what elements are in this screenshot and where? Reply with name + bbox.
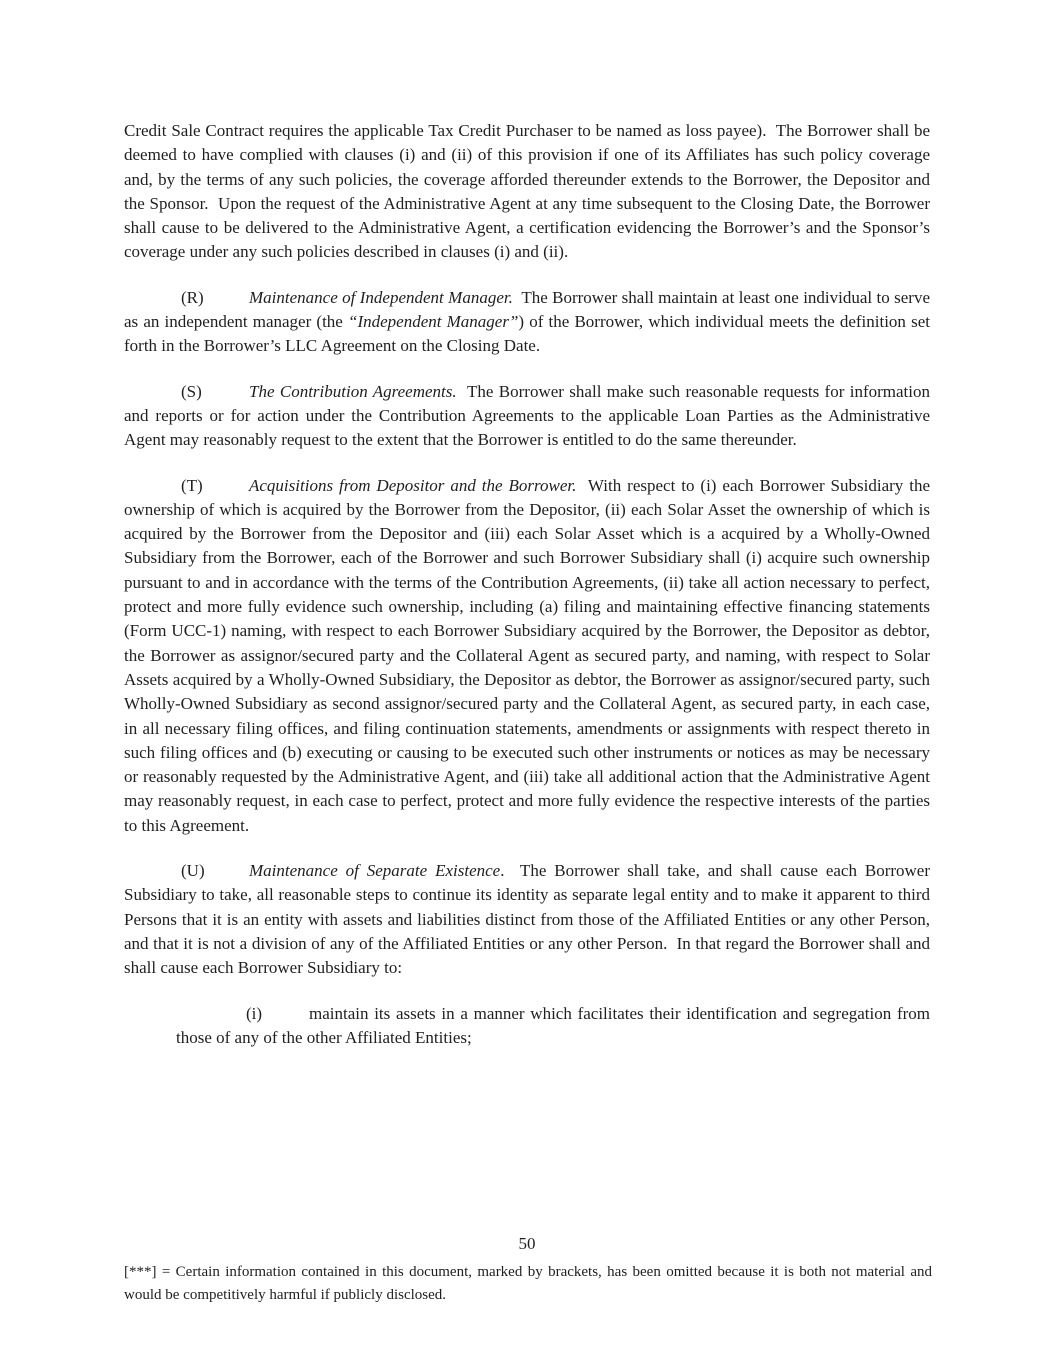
- clause-text-t-1: With respect to (i) each Borrower Subsidiary the ownership of which is acquired by the Borrower from the Depositor, (ii) each Solar Asset the ownership of which is acquired by the Borrower from the Depositor and (iii) each Solar Asset which is a acquired by a Wholly-Owned Subsidiary from the Borrower, each of the Borrower and such Borrower Subsidiary shall (i) acquire such ownership pursuant to and in accordance with the terms of the Contribution Agreements, (ii) take all action necessary to perfect, protect and more fully evidence such ownership, including (a) filing and maintaining effective financing statements (Form UCC-1) naming, with respect to each Borrower Subsidiary acquired by the Borrower, the Depositor as debtor, the Borrower as assignor/secured party and the Collateral Agent as secured party, and naming, with respect to Solar Assets acquired by a Wholly-Owned Subsidiary, the Depositor as debtor, the Borrower as assignor/secured party, such Wholly-Owned Subsidiary as second assignor/secured party and the Collateral Agent, as secured party, in each case, in all necessary filing offices, and filing continuation statements, amendments or assignments with respect thereto in such filing offices and (b) executing or causing to be executed such other instruments or notices as may be necessary or reasonably requested by the Administrative Agent, and (iii) take all additional action that the Administrative Agent may reasonably request, in each case to perfect, protect and more fully evidence the respective interests of the parties to this Agreement.: [124, 475, 935, 835]
- clause-text-r-1: The Borrower shall maintain at least one individual to serve as an independent manager (the: [124, 287, 935, 332]
- clause-text-r-2: ) of the Borrower, which individual meets the definition set forth in the Borrower’s LLC Agreement on the Closing Date.: [124, 312, 935, 356]
- paragraph-continuation: Credit Sale Contract requires the applicable Tax Credit Purchaser to be named as loss payee). The Borrower shall be deemed to have complied with clauses (i) and (ii) of this provision if one of its Affiliates has such policy coverage and, by the terms of any such policies, the coverage afforded thereunder extends to the Borrower, the Depositor and the Sponsor. Upon the request of the Administrative Agent at any time subsequent to the Closing Date, the Borrower shall cause to be delivered to the Administrative Agent, a certification evidencing the Borrower’s and the Sponsor’s coverage under any such policies described in clauses (i) and (ii).: [124, 121, 935, 262]
- clause-paragraph-r: [124, 286, 935, 359]
- clause-text-s-1: The Borrower shall make such reasonable requests for information and reports or for action under the Contribution Agreements to the applicable Loan Parties as the Administrative Agent may reasonably request to the extent that the Borrower is entitled to do the same thereunder.: [124, 381, 935, 450]
- defined-term-independent-manager: “Independent Manager”: [348, 312, 519, 332]
- clause-label-t: (T): [181, 475, 203, 495]
- subclause-text-i: maintain its assets in a manner which facilitates their identification and segregation from those of any of the other Affiliated Entities;: [176, 1003, 935, 1047]
- subclause-paragraph-i: [176, 1002, 935, 1051]
- page-number: 50: [518, 1234, 536, 1253]
- clause-paragraph-u: [124, 859, 935, 980]
- clause-title-t: Acquisitions from Depositor and the Borrower.: [249, 475, 577, 495]
- subclause-label-i: (i): [246, 1003, 263, 1023]
- footnote: [***] = Certain information contained in this document, marked by brackets, has been omitted because it is both not material and would be competitively harmful if publicly disclosed.: [124, 1264, 936, 1303]
- clause-label-u: (U): [181, 861, 205, 881]
- clause-title-u: Maintenance of Separate Existence: [249, 861, 501, 881]
- clause-label-s: (S): [181, 381, 202, 401]
- clause-paragraph-t: [124, 474, 935, 838]
- clause-title-s: The Contribution Agreements.: [249, 381, 457, 401]
- clause-label-r: (R): [181, 287, 204, 307]
- clause-title-r: Maintenance of Independent Manager.: [249, 287, 513, 307]
- clause-paragraph-s: [124, 380, 935, 453]
- clause-text-u-1: . The Borrower shall take, and shall cause each Borrower Subsidiary to take, all reasonable steps to continue its identity as separate legal entity and to make it apparent to third Persons that it is an entity with assets and liabilities distinct from those of the Affiliated Entities or any other Person, and that it is not a division of any of the Affiliated Entities or any other Person. In that regard the Borrower shall and shall cause each Borrower Subsidiary to:: [124, 861, 935, 978]
